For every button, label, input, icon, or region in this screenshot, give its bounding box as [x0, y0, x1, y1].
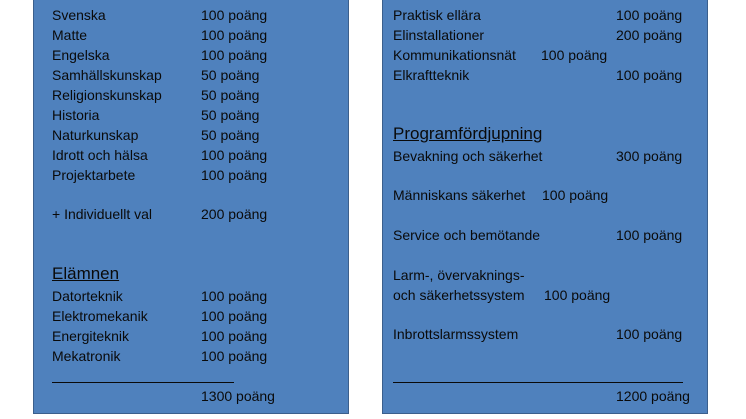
subject-name: Elinstallationer [393, 27, 485, 43]
subject-points: 200 poäng [201, 206, 268, 222]
total-points: 1200 poäng [616, 388, 690, 404]
subject-points: 100 poäng [544, 287, 611, 303]
total-divider [52, 382, 234, 383]
subject-name: Naturkunskap [52, 127, 139, 143]
total-divider [393, 382, 683, 383]
subject-points: 100 poäng [201, 328, 268, 344]
subject-name: Inbrottslarmssystem [393, 326, 519, 342]
subject-points: 100 poäng [541, 47, 608, 63]
subject-name: Kommunikationsnät [393, 47, 516, 63]
elamnen-heading: Elämnen [52, 264, 120, 283]
subject-name: Elektromekanik [52, 308, 148, 324]
subject-name: Projektarbete [52, 167, 136, 183]
right-panel [382, 0, 708, 414]
subject-name: Samhällskunskap [52, 67, 162, 83]
subject-name: och säkerhetssystem [393, 287, 525, 303]
subject-name: Larm-, övervaknings- [393, 267, 525, 283]
subject-points: 100 poäng [201, 27, 268, 43]
subject-points: 50 poäng [201, 67, 260, 83]
programfordjupning-heading: Programfördjupning [393, 124, 543, 143]
subject-name: Datorteknik [52, 288, 123, 304]
total-points: 1300 poäng [201, 388, 275, 404]
subject-points: 100 poäng [616, 326, 683, 342]
subject-points: 100 poäng [201, 47, 268, 63]
subject-points: 100 poäng [616, 67, 683, 83]
subject-name: Människans säkerhet [393, 187, 526, 203]
subject-points: 300 poäng [616, 148, 683, 164]
subject-points: 100 poäng [616, 227, 683, 243]
subject-name: Bevakning och säkerhet [393, 148, 543, 164]
subject-points: 100 poäng [616, 7, 683, 23]
subject-name: Praktisk ellära [393, 7, 481, 23]
subject-points: 100 poäng [201, 147, 268, 163]
subject-name: Idrott och hälsa [52, 147, 148, 163]
subject-points: 50 poäng [201, 107, 260, 123]
subject-name: Engelska [52, 47, 110, 63]
subject-points: 100 poäng [201, 7, 268, 23]
subject-points: 100 poäng [542, 187, 609, 203]
subject-points: 100 poäng [201, 288, 268, 304]
subject-points: 50 poäng [201, 127, 260, 143]
subject-name: Elkraftteknik [393, 67, 470, 83]
subject-points: 100 poäng [201, 348, 268, 364]
subject-name: Mekatronik [52, 348, 121, 364]
subject-name: Historia [52, 107, 100, 123]
subject-points: 100 poäng [201, 167, 268, 183]
subject-points: 100 poäng [201, 308, 268, 324]
subject-name: Svenska [52, 7, 106, 23]
subject-points: 200 poäng [616, 27, 683, 43]
subject-name: Energiteknik [52, 328, 130, 344]
left-panel [33, 0, 349, 414]
subject-name: Religionskunskap [52, 87, 162, 103]
subject-name: Service och bemötande [393, 227, 541, 243]
subject-name: Matte [52, 27, 88, 43]
subject-points: 50 poäng [201, 87, 260, 103]
subject-name: + Individuellt val [52, 206, 153, 222]
